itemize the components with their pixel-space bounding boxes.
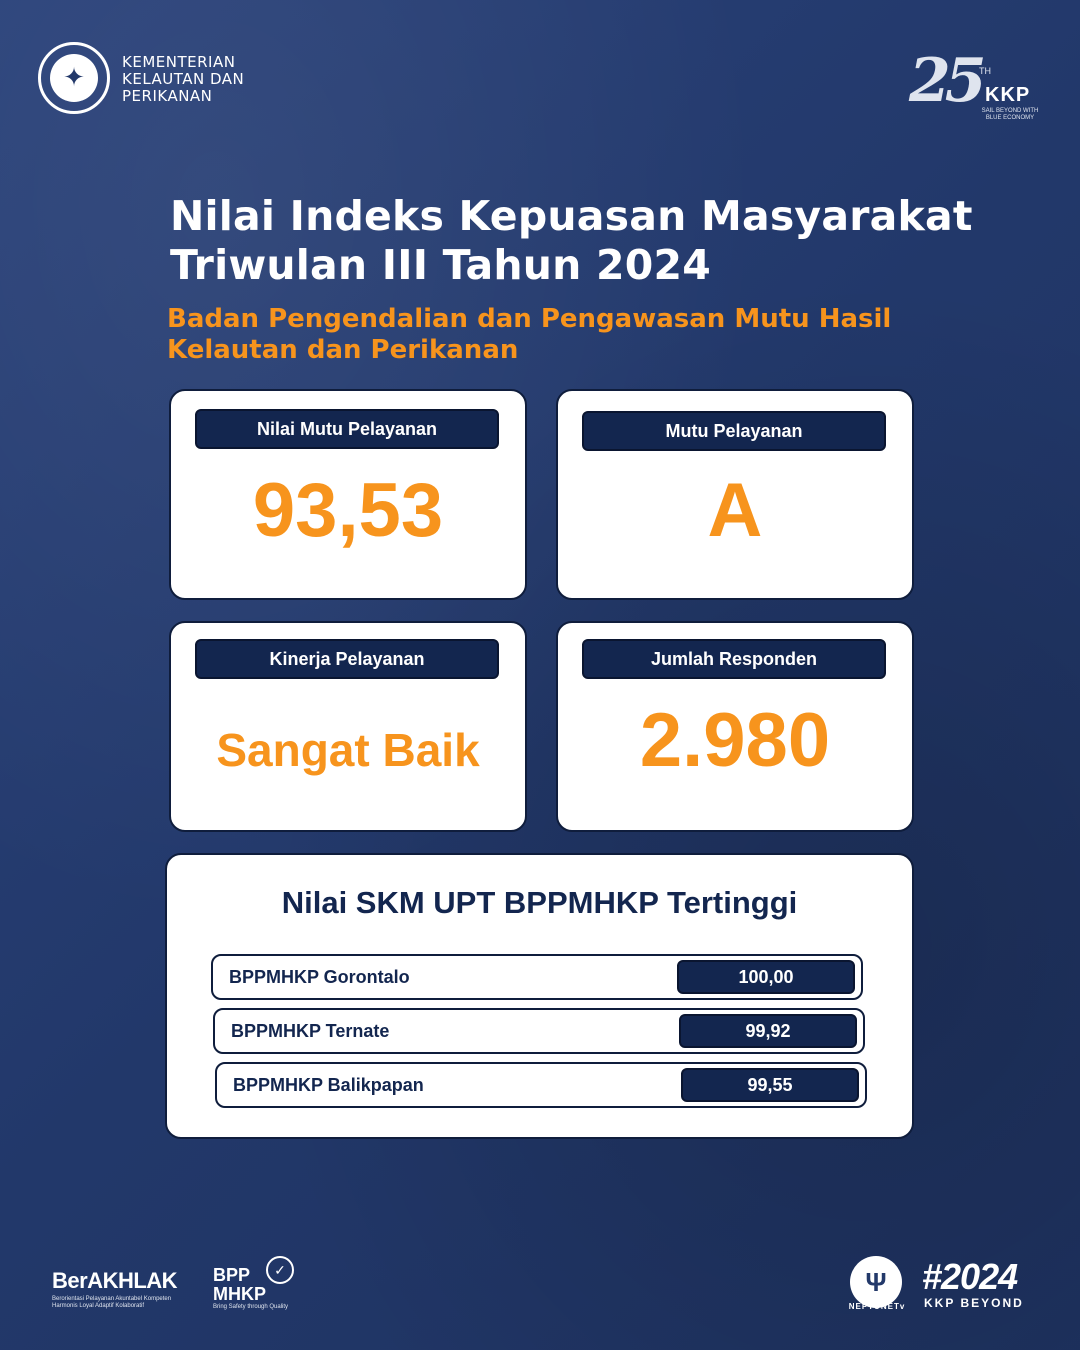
top-units-card [165, 853, 914, 1139]
card-kinerja-pelayanan [169, 621, 527, 832]
berakhlak-logo: BerAKHLAK [52, 1268, 178, 1293]
card-value: A [707, 468, 763, 553]
hashtag-2024: #2024 [922, 1256, 1018, 1297]
table-row [215, 1062, 867, 1108]
unit-score: 99,92 [679, 1014, 857, 1048]
ministry-line: KEMENTERIAN [122, 53, 236, 71]
unit-score: 100,00 [677, 960, 855, 994]
checkmark-icon: ✓ [266, 1256, 294, 1284]
bppmhkp-tagline: Bring Safety through Quality [213, 1304, 289, 1310]
subtitle-line: Kelautan dan Perikanan [167, 335, 519, 365]
anniversary-brand: KKP [985, 84, 1031, 106]
ministry-name [122, 54, 244, 105]
card-jumlah-responden [556, 621, 914, 832]
neptune-label: NEPTUNETv [848, 1302, 906, 1311]
card-mutu-pelayanan [556, 389, 914, 600]
kkp-logo [38, 42, 110, 114]
card-value: Sangat Baik [216, 724, 480, 776]
card-nilai-mutu-pelayanan [169, 389, 527, 600]
title-line: Triwulan III Tahun 2024 [170, 241, 711, 289]
anniversary-tagline: SAIL BEYOND WITH BLUE ECONOMY [981, 108, 1039, 121]
top-units-title: Nilai SKM UPT BPPMHKP Tertinggi [281, 885, 798, 920]
berakhlak-tagline: Berorientasi Pelayanan Akuntabel Kompeten Harmonis Loyal Adaptif Kolaboratif [52, 1296, 172, 1309]
card-value: 93,53 [252, 468, 444, 553]
kkp-beyond: KKP BEYOND [924, 1296, 1024, 1310]
title-line: Nilai Indeks Kepuasan Masyarakat [170, 192, 973, 240]
unit-name: BPPMHKP Ternate [231, 1021, 390, 1041]
page-title [170, 192, 973, 290]
bpp-line: MHKP [213, 1284, 266, 1304]
garuda-emblem-icon: ✦ [50, 54, 98, 102]
unit-score: 99,55 [681, 1068, 859, 1102]
bpp-line: BPP [213, 1265, 251, 1285]
ministry-line: PERIKANAN [122, 87, 213, 105]
anniversary-number: 25 [909, 46, 981, 116]
card-value: 2.980 [639, 698, 831, 783]
ministry-line: KELAUTAN DAN [122, 70, 245, 88]
neptune-trident-icon: Ψ [850, 1256, 902, 1308]
card-label: Kinerja Pelayanan [195, 639, 499, 679]
page-subtitle [167, 304, 891, 366]
card-label: Jumlah Responden [582, 639, 886, 679]
anniversary-logo [905, 46, 1045, 124]
unit-name: BPPMHKP Balikpapan [233, 1075, 424, 1095]
card-label: Nilai Mutu Pelayanan [195, 409, 499, 449]
card-label: Mutu Pelayanan [582, 411, 886, 451]
table-row [211, 954, 863, 1000]
subtitle-line: Badan Pengendalian dan Pengawasan Mutu Hasil [167, 304, 892, 334]
unit-name: BPPMHKP Gorontalo [229, 967, 410, 987]
bppmhkp-logo [213, 1266, 266, 1304]
anniversary-suffix: TH [979, 66, 991, 76]
table-row [213, 1008, 865, 1054]
